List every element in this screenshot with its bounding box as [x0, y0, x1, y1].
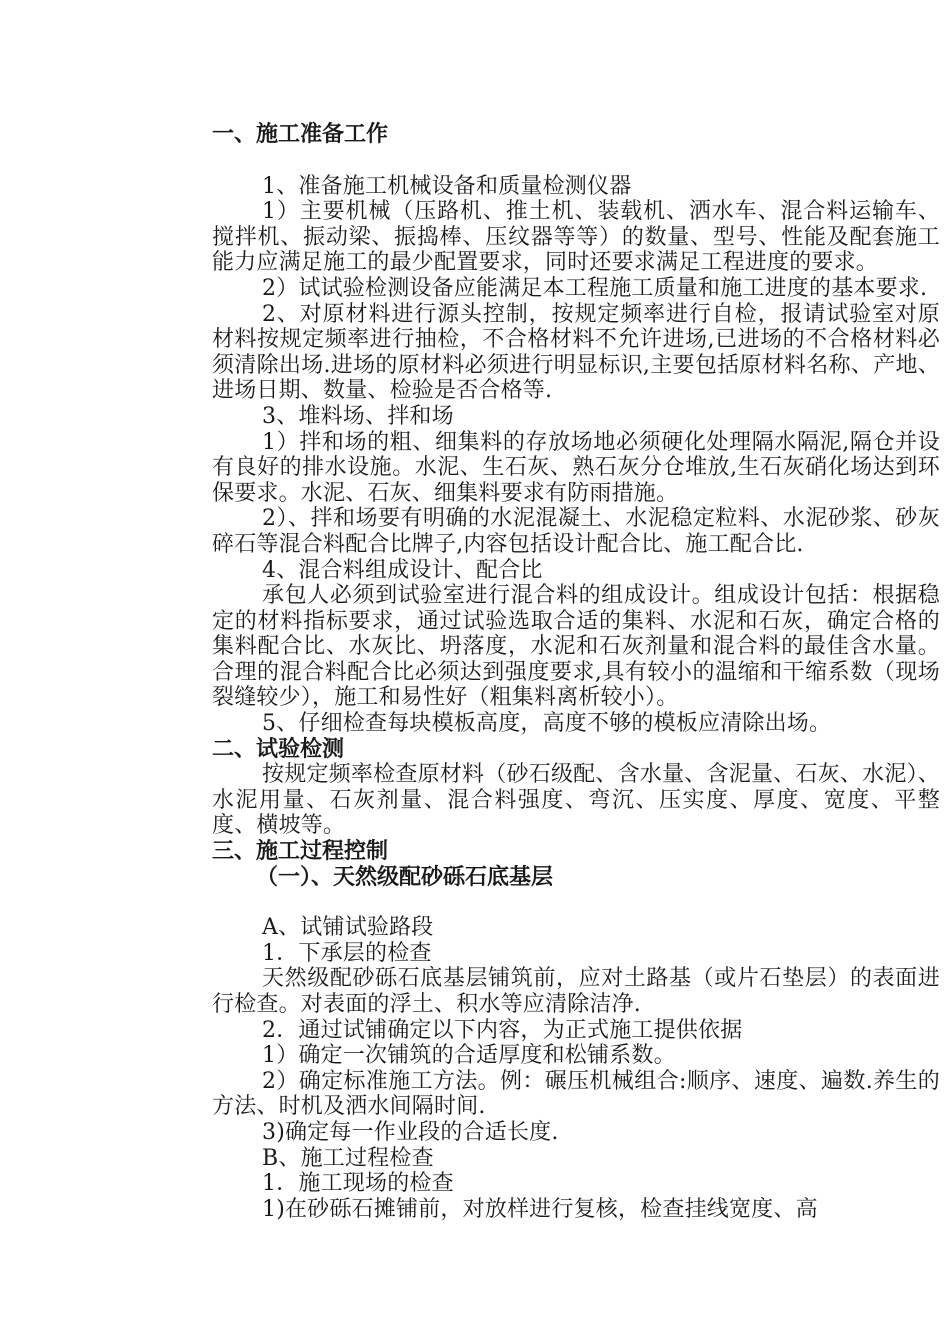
paragraph: 天然级配砂砾石底基层铺筑前，应对土路基（或片石垫层）的表面进行检查。对表面的浮土、积水等应清除洁净.: [212, 966, 940, 1017]
section-heading-3: 三、施工过程控制: [212, 839, 389, 865]
paragraph: 2、对原材料进行源头控制，按规定频率进行自检，报请试验室对原材料按规定频率进行抽检，不合格材料不允许进场,已进场的不合格材料必须清除出场.进场的原材料必须进行明显标识,主要包括原材料名称、产地、进场日期、数量、检验是否合格等.: [212, 301, 940, 404]
paragraph: 1．施工现场的检查: [262, 1171, 454, 1197]
paragraph: 按规定频率检查原材料（砂石级配、含水量、含泥量、石灰、水泥）、水泥用量、石灰剂量、混合料强度、弯沉、压实度、厚度、宽度、平整度、横坡等。: [212, 762, 940, 839]
paragraph: 1）确定一次铺筑的合适厚度和松铺系数。: [262, 1043, 676, 1069]
paragraph: 2）试试验检测设备应能满足本工程施工质量和施工进度的基本要求.: [262, 275, 928, 301]
subsection-heading: （一）、天然级配砂砾石底基层: [256, 864, 554, 890]
paragraph: 1)在砂砾石摊铺前，对放样进行复核，检查挂线宽度、高: [262, 1196, 818, 1222]
paragraph: A、试铺试验路段: [262, 915, 434, 941]
paragraph: 1）主要机械（压路机、推土机、装载机、洒水车、混合料运输车、搅拌机、振动梁、振捣棒、压纹器等等）的数量、型号、性能及配套施工能力应满足施工的最少配置要求，同时还要求满足工程进度的要求。: [212, 199, 940, 276]
paragraph: B、施工过程检查: [262, 1145, 434, 1171]
paragraph: 承包人必须到试验室进行混合料的组成设计。组成设计包括：根据稳定的材料指标要求，通过试验选取合适的集料、水泥和石灰，确定合格的集料配合比、水灰比、坍落度，水泥和石灰剂量和混合料的最佳含水量。合理的混合料配合比必须达到强度要求,具有较小的温缩和干缩系数（现场裂缝较少），施工和易性好（粗集料离析较小）。: [212, 583, 940, 711]
paragraph: 3、堆料场、拌和场: [262, 403, 454, 429]
paragraph: 5、仔细检查每块模板高度，高度不够的模板应清除出场。: [262, 711, 832, 737]
paragraph: 2）确定标准施工方法。例：碾压机械组合:顺序、速度、遍数.养生的方法、时机及洒水间隔时间.: [212, 1068, 940, 1120]
paragraph: 1．下承层的检查: [262, 940, 432, 966]
section-heading-2: 二、试验检测: [212, 736, 345, 762]
paragraph: 2．通过试铺确定以下内容，为正式施工提供依据: [262, 1017, 743, 1043]
paragraph: 4、混合料组成设计、配合比: [262, 557, 543, 583]
paragraph: 3)确定每一作业段的合适长度.: [262, 1119, 559, 1145]
paragraph: 2）、拌和场要有明确的水泥混凝土、水泥稳定粒料、水泥砂浆、砂灰碎石等混合料配合比牌子,内容包括设计配合比、施工配合比.: [212, 506, 940, 557]
document-page: [212, 122, 940, 1222]
paragraph: 1、准备施工机械设备和质量检测仪器: [262, 173, 632, 199]
paragraph: 1）拌和场的粗、细集料的存放场地必须硬化处理隔水隔泥,隔仓并设有良好的排水设施。水泥、生石灰、熟石灰分仓堆放,生石灰硝化场达到环保要求。水泥、石灰、细集料要求有防雨措施。: [212, 429, 940, 506]
section-heading-1: 一、施工准备工作: [212, 122, 389, 147]
